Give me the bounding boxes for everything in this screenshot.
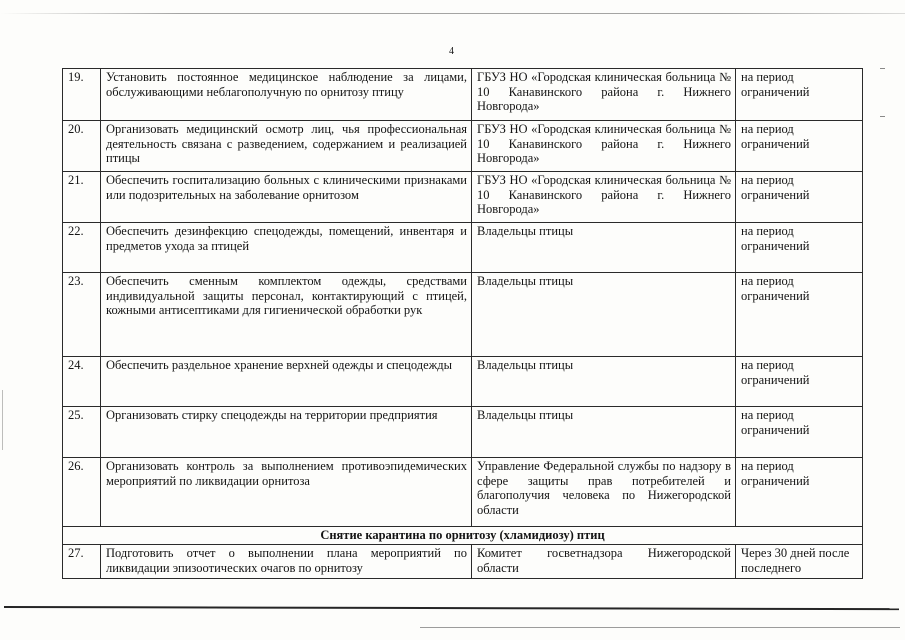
- row-number: 23.: [63, 273, 101, 357]
- task-cell: Обеспечить госпитализацию больных с клиническими признаками или подозрительных на заболевание орнитозом: [101, 172, 472, 223]
- scan-artifact-bottom-line-faint: [420, 627, 900, 628]
- scan-artifact-top-line: [0, 13, 905, 14]
- table-row: [63, 357, 863, 407]
- table-row: [63, 407, 863, 458]
- task-cell: Обеспечить раздельное хранение верхней одежды и спецодежды: [101, 357, 472, 407]
- task-cell: Подготовить отчет о выполнении плана мероприятий по ликвидации эпизоотических очагов по орнитозу: [101, 545, 472, 579]
- responsible-cell: Владельцы птицы: [472, 273, 736, 357]
- row-number: 20.: [63, 121, 101, 172]
- responsible-cell: Владельцы птицы: [472, 357, 736, 407]
- table-row: [63, 545, 863, 579]
- table-row: [63, 69, 863, 121]
- table-row: [63, 458, 863, 527]
- row-number: 26.: [63, 458, 101, 527]
- term-cell: на период ограничений: [736, 223, 863, 273]
- term-cell: на период ограничений: [736, 357, 863, 407]
- task-cell: Организовать стирку спецодежды на территории предприятия: [101, 407, 472, 458]
- margin-tick-mark: [880, 68, 885, 69]
- responsible-cell: Комитет госветнадзора Нижегородской области: [472, 545, 736, 579]
- responsible-cell: ГБУЗ НО «Городская клиническая больница № 10 Канавинского района г. Нижнего Новгорода»: [472, 69, 736, 121]
- row-number: 21.: [63, 172, 101, 223]
- responsible-cell: ГБУЗ НО «Городская клиническая больница № 10 Канавинского района г. Нижнего Новгорода»: [472, 121, 736, 172]
- page-number: 4: [449, 46, 454, 57]
- term-cell: на период ограничений: [736, 458, 863, 527]
- responsible-cell: Владельцы птицы: [472, 223, 736, 273]
- row-number: 19.: [63, 69, 101, 121]
- row-number: 27.: [63, 545, 101, 579]
- margin-tick-mark: [880, 116, 885, 117]
- table-row: [63, 273, 863, 357]
- measures-table: [62, 68, 863, 579]
- table-row: [63, 172, 863, 223]
- term-cell: на период ограничений: [736, 407, 863, 458]
- row-number: 24.: [63, 357, 101, 407]
- row-number: 25.: [63, 407, 101, 458]
- term-cell: на период ограничений: [736, 273, 863, 357]
- task-cell: Установить постоянное медицинское наблюдение за лицами, обслуживающими неблагополучную по орнитозу птицу: [101, 69, 472, 121]
- responsible-cell: Управление Федеральной службы по надзору в сфере защиты прав потребителей и благополучия человека по Нижегородской области: [472, 458, 736, 527]
- term-cell: на период ограничений: [736, 121, 863, 172]
- scan-artifact-left-edge: [2, 390, 3, 450]
- responsible-cell: ГБУЗ НО «Городская клиническая больница № 10 Канавинского района г. Нижнего Новгорода»: [472, 172, 736, 223]
- task-cell: Организовать медицинский осмотр лиц, чья профессиональная деятельность связана с разведением, содержанием и реализацией птицы: [101, 121, 472, 172]
- section-title: Снятие карантина по орнитозу (хламидиозу) птиц: [63, 527, 863, 545]
- term-cell: на период ограничений: [736, 172, 863, 223]
- responsible-cell: Владельцы птицы: [472, 407, 736, 458]
- term-cell: на период ограничений: [736, 69, 863, 121]
- table-row: [63, 223, 863, 273]
- table-row: [63, 121, 863, 172]
- task-cell: Организовать контроль за выполнением противоэпидемических мероприятий по ликвидации орнитоза: [101, 458, 472, 527]
- row-number: 22.: [63, 223, 101, 273]
- task-cell: Обеспечить сменным комплектом одежды, средствами индивидуальной защиты персонал, контактирующий с птицей, кожными антисептиками для гигиенической обработки рук: [101, 273, 472, 357]
- term-cell: Через 30 дней после последнего: [736, 545, 863, 579]
- scan-artifact-bottom-line: [4, 606, 899, 610]
- section-header-row: [63, 527, 863, 545]
- task-cell: Обеспечить дезинфекцию спецодежды, помещений, инвентаря и предметов ухода за птицей: [101, 223, 472, 273]
